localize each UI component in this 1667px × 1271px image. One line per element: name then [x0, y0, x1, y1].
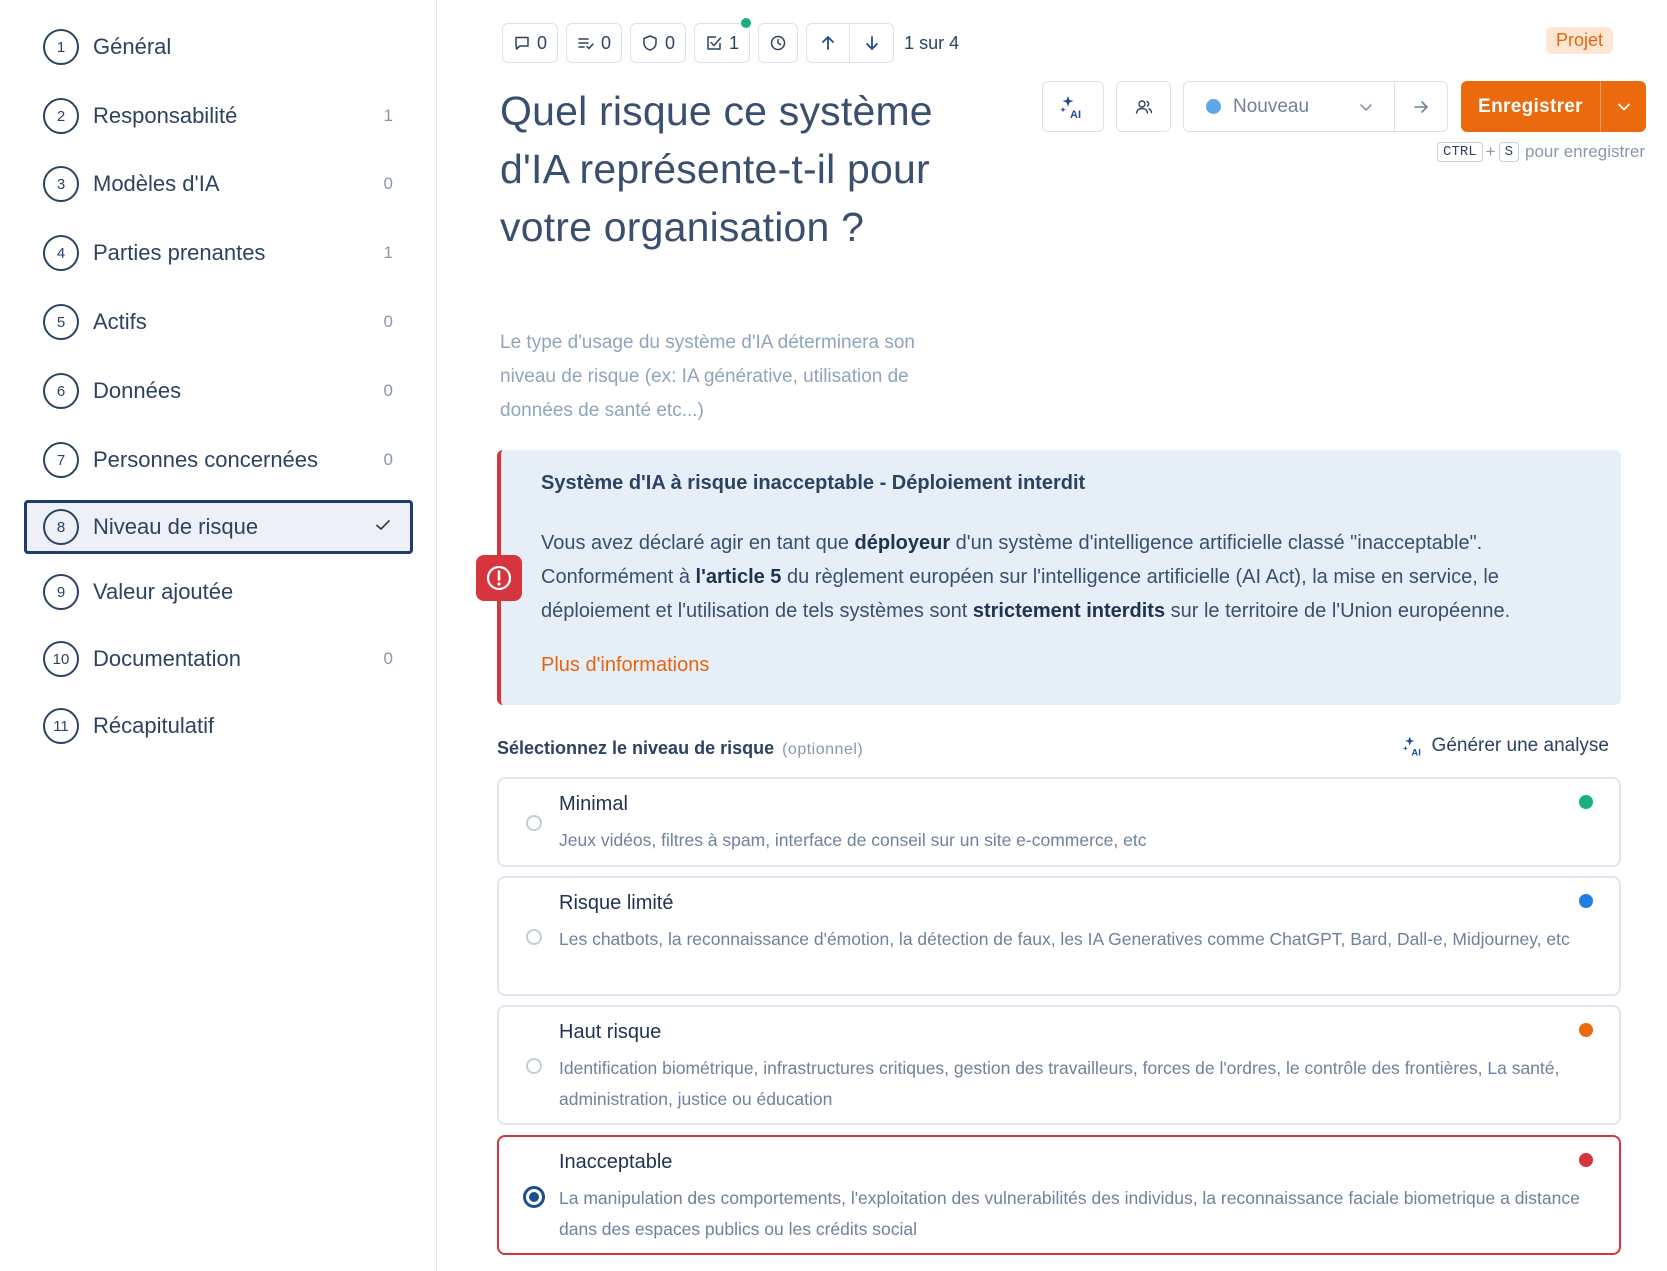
security-button[interactable] [630, 23, 686, 63]
radio-button-selected[interactable] [523, 1186, 545, 1208]
svg-text:AI: AI [1410, 746, 1421, 758]
step-donnees[interactable] [24, 364, 413, 418]
step-modeles-ia[interactable] [24, 157, 413, 211]
alert-warning-icon [476, 555, 522, 601]
step-general[interactable] [24, 20, 413, 74]
optional-hint: (optionnel) [782, 741, 864, 758]
step-label: Niveau de risque [93, 514, 259, 539]
option-title: Haut risque [559, 1021, 662, 1043]
step-count: 0 [383, 450, 393, 469]
save-shortcut-hint [1437, 142, 1645, 162]
security-count: 0 [665, 32, 676, 53]
step-number: 3 [43, 166, 79, 202]
task-list-icon [577, 34, 595, 52]
option-description: Les chatbots, la reconnaissance d'émotion, la détection de faux, les IA Generatives comme ChatGPT, Bard, Dall-e, Midjourney, etc [559, 929, 1570, 949]
step-parties-prenantes[interactable] [24, 226, 413, 280]
more-info-link[interactable]: Plus d'informations [541, 654, 710, 676]
step-count: 1 [383, 106, 393, 125]
radio-button[interactable] [526, 929, 542, 945]
arrow-up-icon [819, 34, 837, 52]
risk-option-minimal[interactable] [497, 777, 1621, 867]
step-label: Récapitulatif [93, 713, 215, 738]
step-number: 10 [43, 641, 79, 677]
option-description: Jeux vidéos, filtres à spam, interface de conseil sur un site e-commerce, etc [559, 830, 1147, 850]
step-valeur-ajoutee[interactable] [24, 565, 413, 619]
arrow-right-icon [1412, 98, 1430, 116]
risk-color-dot [1579, 1153, 1593, 1167]
next-question-button[interactable] [850, 24, 893, 62]
step-recapitulatif[interactable] [24, 699, 413, 753]
step-label: Actifs [93, 309, 147, 334]
risk-color-dot [1579, 894, 1593, 908]
option-title: Risque limité [559, 892, 674, 914]
step-label: Valeur ajoutée [93, 579, 234, 604]
risk-select-label: Sélectionnez le niveau de risque (optionnel) [497, 738, 864, 758]
checkbox-icon [705, 34, 723, 52]
risk-color-dot [1579, 795, 1593, 809]
notification-dot [741, 18, 751, 28]
step-label: Responsabilité [93, 103, 238, 128]
ai-sparkle-icon [1402, 734, 1426, 758]
step-personnes-concernees[interactable] [24, 433, 413, 487]
step-responsabilite[interactable] [24, 89, 413, 143]
risk-option-haut[interactable] [497, 1005, 1621, 1125]
ai-assistant-button[interactable] [1042, 81, 1104, 132]
next-status-button[interactable] [1394, 81, 1448, 132]
option-description: Identification biométrique, infrastructures critiques, gestion des travailleurs, forces de l'ordres, le contrôle des frontières, La santé, administration, justice ou éducation [559, 1058, 1560, 1109]
step-count: 0 [383, 649, 393, 668]
step-actifs[interactable] [24, 295, 413, 349]
generate-analysis-label: Générer une analyse [1431, 735, 1609, 756]
question-toolbar [502, 23, 959, 63]
alert-body: Vous avez déclaré agir en tant que déployeur d'un système d'intelligence artificielle classé "inacceptable". Conformément à l'article 5 du règlement européen sur l'intelligence artificielle (AI Act), la mise en service, le déploiement et l'utilisation de tels systèmes sont strictement interdits sur le territoire de l'Union européenne. [541, 532, 1511, 622]
step-number: 8 [43, 509, 79, 545]
status-label: Nouveau [1233, 95, 1310, 117]
previous-question-button[interactable] [807, 24, 850, 62]
chevron-down-icon [1616, 99, 1632, 115]
save-options-button[interactable] [1600, 81, 1646, 132]
step-label: Général [93, 34, 172, 59]
step-number: 11 [43, 708, 79, 744]
tasks-button[interactable] [566, 23, 622, 63]
step-count: 0 [383, 174, 393, 193]
risk-option-inacceptable[interactable] [497, 1135, 1621, 1255]
option-title: Inacceptable [559, 1151, 673, 1173]
history-button[interactable] [758, 23, 798, 63]
step-count: 1 [383, 243, 393, 262]
step-label: Personnes concernées [93, 447, 319, 472]
step-number: 6 [43, 373, 79, 409]
steps-sidebar [0, 0, 437, 1271]
svg-text:AI: AI [1070, 108, 1081, 120]
question-title: Quel risque ce système d'IA représente-t-il pour votre organisation ? [500, 88, 933, 250]
checks-count: 1 [729, 32, 740, 53]
step-label: Parties prenantes [93, 240, 266, 265]
pager-text: 1 sur 4 [904, 32, 960, 53]
shield-icon [641, 34, 659, 52]
save-button[interactable]: Enregistrer [1461, 81, 1600, 132]
comments-button[interactable] [502, 23, 558, 63]
step-number: 7 [43, 442, 79, 478]
clock-icon [769, 34, 787, 52]
users-icon [1134, 98, 1154, 116]
status-dot [1206, 99, 1221, 114]
alert-bold-article: l'article 5 [695, 566, 782, 588]
risk-alert [497, 450, 1621, 705]
step-number: 9 [43, 574, 79, 610]
alert-title: Système d'IA à risque inacceptable - Déploiement interdit [541, 472, 1086, 494]
risk-color-dot [1579, 1023, 1593, 1037]
step-number: 4 [43, 235, 79, 271]
alert-bold-forbidden: strictement interdits [972, 600, 1166, 622]
risk-option-limite[interactable] [497, 876, 1621, 996]
kbd-plus: + [1485, 142, 1496, 161]
shortcut-text: pour enregistrer [1524, 142, 1645, 161]
ai-sparkle-icon [1059, 94, 1087, 120]
question-subtitle: Le type d'usage du système d'IA déterminera son niveau de risque (ex: IA générative, utilisation de données de santé etc...) [500, 332, 915, 421]
option-description: La manipulation des comportements, l'exploitation des vulnerabilités des individus, la reconnaissance faciale biometrique a distance dans des espaces publics ou les crédits social [559, 1188, 1580, 1239]
step-count: 0 [383, 312, 393, 331]
step-number: 5 [43, 304, 79, 340]
step-documentation[interactable] [24, 632, 413, 686]
assign-users-button[interactable] [1116, 81, 1171, 132]
checks-button[interactable] [694, 23, 750, 63]
checkmark-icon [374, 516, 392, 539]
status-select[interactable] [1183, 81, 1395, 132]
radio-button[interactable] [526, 1058, 542, 1074]
pager-group [806, 23, 894, 63]
step-count: 0 [383, 381, 393, 400]
tasks-count: 0 [601, 32, 612, 53]
radio-button[interactable] [526, 815, 542, 831]
step-label: Documentation [93, 646, 241, 671]
kbd-ctrl: CTRL [1437, 142, 1483, 162]
generate-analysis-button[interactable] [1402, 734, 1609, 758]
comment-icon [513, 34, 531, 52]
arrow-down-icon [863, 34, 881, 52]
step-niveau-de-risque[interactable] [24, 500, 413, 554]
step-label: Modèles d'IA [93, 171, 220, 196]
kbd-s: S [1499, 142, 1519, 162]
comments-count: 0 [537, 32, 548, 53]
option-title: Minimal [559, 793, 628, 815]
step-number: 1 [43, 29, 79, 65]
chevron-down-icon [1358, 99, 1374, 115]
step-label: Données [93, 378, 182, 403]
step-number: 2 [43, 98, 79, 134]
alert-bold-role: déployeur [854, 532, 951, 554]
project-badge: Projet [1546, 27, 1613, 54]
